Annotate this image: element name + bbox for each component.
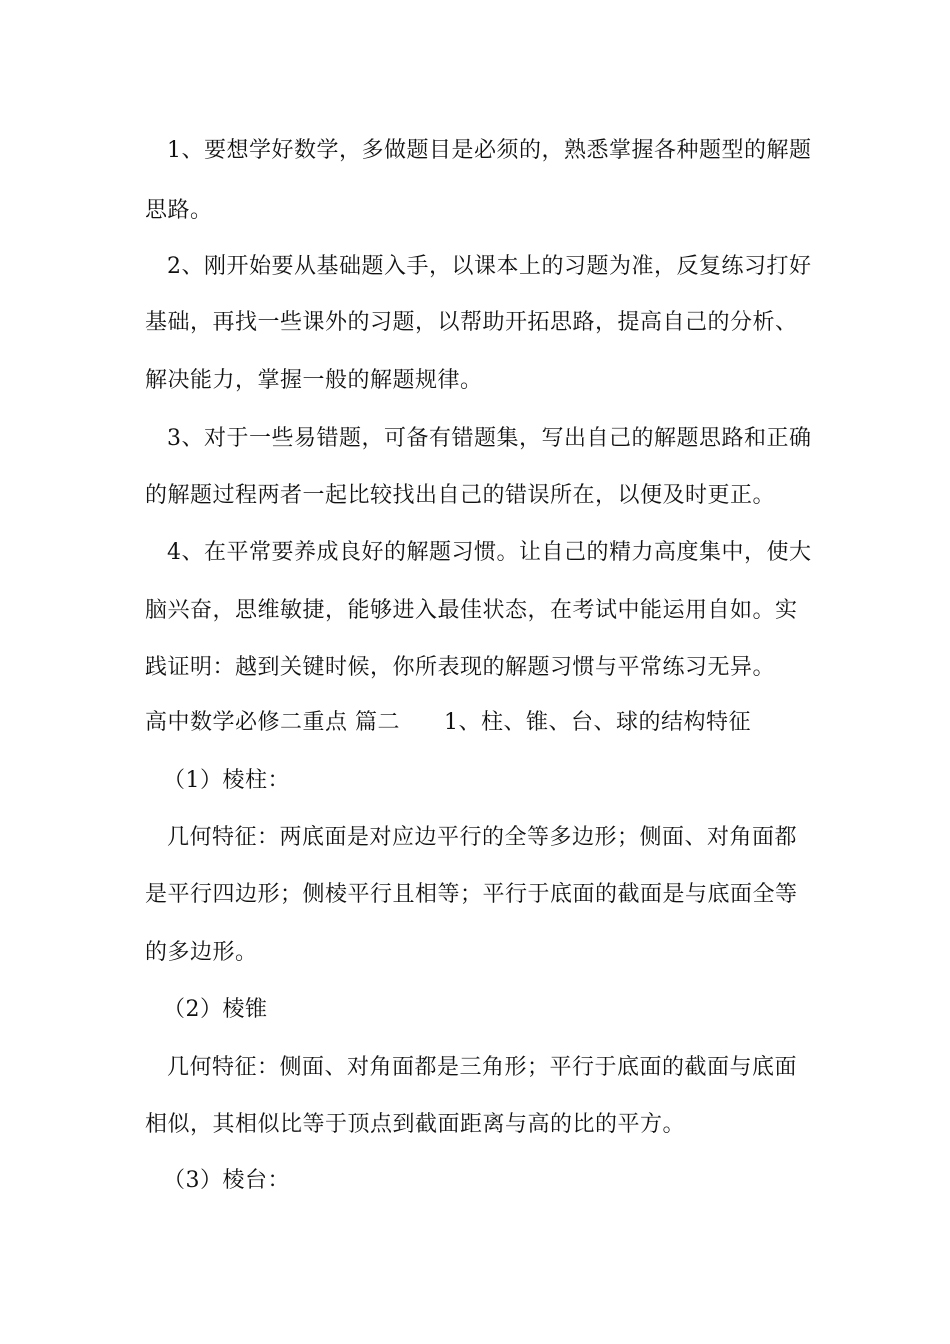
pyramid-feature-line-1: 几何特征：侧面、对角面都是三角形；平行于底面的截面与底面 (167, 1055, 798, 1080)
subheading-prism: （1）棱柱： (163, 768, 290, 793)
paragraph-1-line-2: 思路。 (145, 198, 213, 223)
paragraph-2-line-3: 解决能力，掌握一般的解题规律。 (145, 368, 483, 393)
paragraph-2-line-1: 2、刚开始要从基础题入手，以课本上的习题为准，反复练习打好 (167, 254, 812, 279)
paragraph-1-line-1: 1、要想学好数学，多做题目是必须的，熟悉掌握各种题型的解题 (167, 138, 812, 163)
prism-feature-line-2: 是平行四边形；侧棱平行且相等；平行于底面的截面是与底面全等 (145, 882, 798, 907)
prism-feature-line-1: 几何特征：两底面是对应边平行的全等多边形；侧面、对角面都 (167, 825, 798, 850)
subheading-frustum: （3）棱台： (163, 1168, 290, 1193)
prism-feature-line-3: 的多边形。 (145, 940, 258, 965)
paragraph-2-line-2: 基础，再找一些课外的习题，以帮助开拓思路，提高自己的分析、 (145, 310, 798, 335)
pyramid-feature-line-2: 相似，其相似比等于顶点到截面距离与高的比的平方。 (145, 1112, 686, 1137)
subheading-pyramid: （2）棱锥 (163, 997, 268, 1022)
paragraph-4-line-3: 践证明：越到关键时候，你所表现的解题习惯与平常练习无异。 (145, 655, 776, 680)
paragraph-4-line-1: 4、在平常要养成良好的解题习惯。让自己的精力高度集中，使大 (167, 540, 812, 565)
paragraph-3-line-2: 的解题过程两者一起比较找出自己的错误所在，以便及时更正。 (145, 483, 776, 508)
section-heading (145, 708, 815, 738)
section-title: 高中数学必修二重点 篇二 (145, 710, 400, 735)
paragraph-4-line-2: 脑兴奋，思维敏捷，能够进入最佳状态，在考试中能运用自如。实 (145, 598, 798, 623)
section-subtitle: 1、柱、锥、台、球的结构特征 (444, 710, 751, 735)
paragraph-3-line-1: 3、对于一些易错题，可备有错题集，写出自己的解题思路和正确 (167, 426, 812, 451)
